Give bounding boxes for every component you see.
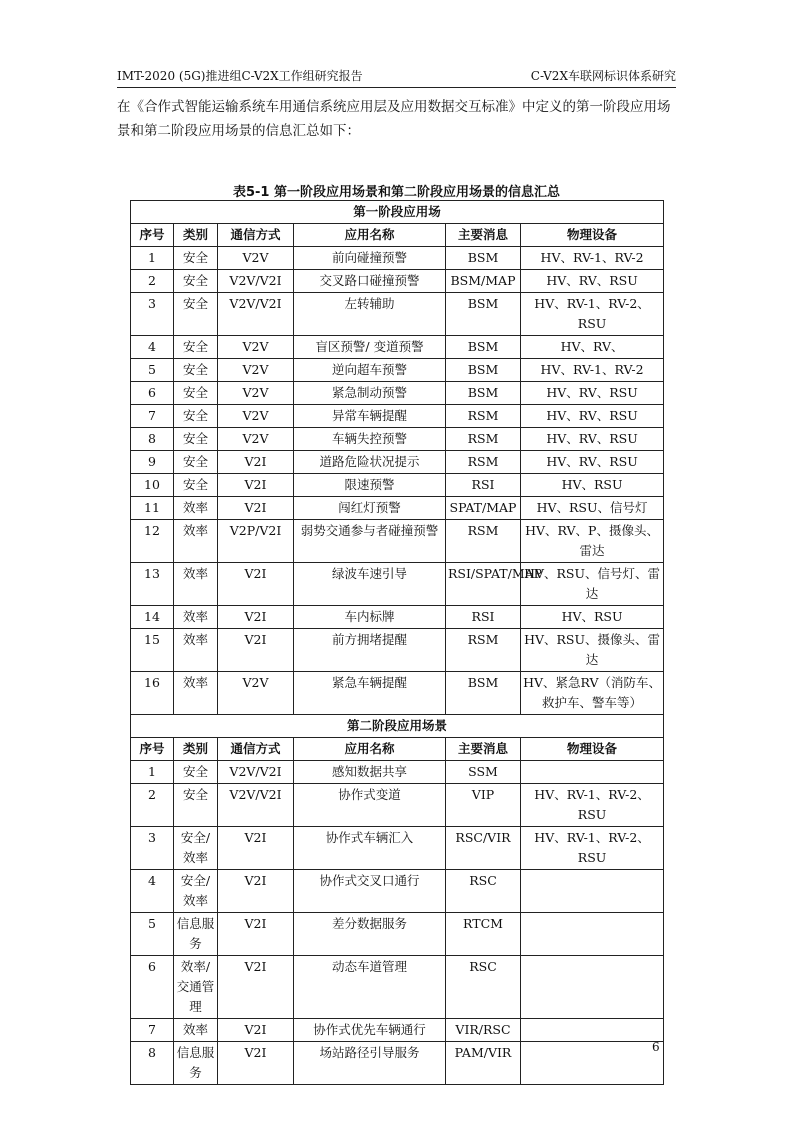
table-cell: V2V <box>218 247 294 270</box>
table-row <box>131 563 664 606</box>
table-cell: 车辆失控预警 <box>294 428 446 451</box>
table-cell: SSM <box>446 761 521 784</box>
table-cell: 安全 <box>174 761 218 784</box>
table-cell: 安全 <box>174 247 218 270</box>
table-cell: HV、RV-1、RV-2 <box>521 359 664 382</box>
table-cell: 信息服务 <box>174 913 218 956</box>
table-cell: BSM <box>446 382 521 405</box>
table-cell: 盲区预警/ 变道预警 <box>294 336 446 359</box>
scenario-table <box>130 200 664 1085</box>
header-left-title: IMT-2020 (5G)推进组C-V2X工作组研究报告 <box>117 69 363 83</box>
table-cell: 15 <box>131 629 174 672</box>
table-cell: 弱势交通参与者碰撞预警 <box>294 520 446 563</box>
table-cell: 场站路径引导服务 <box>294 1042 446 1085</box>
table-cell: HV、RV、 <box>521 336 664 359</box>
stage1-section-title-row <box>131 201 664 224</box>
table-cell: 限速预警 <box>294 474 446 497</box>
column-header: 主要消息 <box>446 738 521 761</box>
table-cell: 绿波车速引导 <box>294 563 446 606</box>
table-cell: 6 <box>131 382 174 405</box>
table-row <box>131 428 664 451</box>
table-cell: HV、RSU、信号灯 <box>521 497 664 520</box>
table-row <box>131 827 664 870</box>
table-cell: 前向碰撞预警 <box>294 247 446 270</box>
table-row <box>131 629 664 672</box>
table-row <box>131 336 664 359</box>
table-cell: 3 <box>131 293 174 336</box>
table-cell: V2V/V2I <box>218 293 294 336</box>
table-cell: 安全 <box>174 451 218 474</box>
table-cell: V2I <box>218 451 294 474</box>
table-cell: 7 <box>131 1019 174 1042</box>
table-cell: BSM <box>446 359 521 382</box>
table-row <box>131 870 664 913</box>
table-cell: 逆向超车预警 <box>294 359 446 382</box>
table-row <box>131 1019 664 1042</box>
table-cell: V2V <box>218 336 294 359</box>
table-cell: 安全/效率 <box>174 827 218 870</box>
table-cell: 12 <box>131 520 174 563</box>
column-header: 序号 <box>131 738 174 761</box>
table-cell: V2I <box>218 913 294 956</box>
table-cell <box>521 913 664 956</box>
table-cell: 效率 <box>174 629 218 672</box>
table-cell: HV、RSU、信号灯、雷达 <box>521 563 664 606</box>
table-cell: HV、RV、RSU <box>521 382 664 405</box>
table-cell: HV、RV、RSU <box>521 428 664 451</box>
table-cell: RSM <box>446 451 521 474</box>
table-cell: 安全 <box>174 474 218 497</box>
table-cell: HV、RSU、摄像头、雷达 <box>521 629 664 672</box>
table-cell: 协作式变道 <box>294 784 446 827</box>
table-cell: 安全 <box>174 405 218 428</box>
table-cell: RSC/VIR <box>446 827 521 870</box>
table-cell: HV、RV-1、RV-2、RSU <box>521 784 664 827</box>
table-cell: 紧急制动预警 <box>294 382 446 405</box>
table-cell: V2V/V2I <box>218 761 294 784</box>
table-row <box>131 1042 664 1085</box>
table-cell: 协作式优先车辆通行 <box>294 1019 446 1042</box>
table-cell: HV、RSU <box>521 474 664 497</box>
table-cell: 效率 <box>174 606 218 629</box>
table-cell: RSC <box>446 870 521 913</box>
table-row <box>131 606 664 629</box>
table-cell: 异常车辆提醒 <box>294 405 446 428</box>
table-cell: 左转辅助 <box>294 293 446 336</box>
table-cell: 16 <box>131 672 174 715</box>
stage1-header-row <box>131 224 664 247</box>
table-row <box>131 405 664 428</box>
column-header: 应用名称 <box>294 224 446 247</box>
table-cell: 3 <box>131 827 174 870</box>
table-cell: HV、RSU <box>521 606 664 629</box>
column-header: 主要消息 <box>446 224 521 247</box>
table-cell: 效率 <box>174 672 218 715</box>
table-row <box>131 956 664 1019</box>
table-cell: RSI/SPAT/MAP <box>446 563 521 606</box>
table-cell: V2V <box>218 428 294 451</box>
table-cell: 效率 <box>174 563 218 606</box>
table-cell: 差分数据服务 <box>294 913 446 956</box>
column-header: 类别 <box>174 224 218 247</box>
table-cell: HV、RV、P、摄像头、雷达 <box>521 520 664 563</box>
table-cell: 13 <box>131 563 174 606</box>
table-cell: VIR/RSC <box>446 1019 521 1042</box>
table-cell: BSM <box>446 336 521 359</box>
table-cell: 交叉路口碰撞预警 <box>294 270 446 293</box>
table-cell: 动态车道管理 <box>294 956 446 1019</box>
table-cell: 闯红灯预警 <box>294 497 446 520</box>
column-header: 序号 <box>131 224 174 247</box>
table-cell: V2V <box>218 359 294 382</box>
table-cell: V2V <box>218 405 294 428</box>
table-cell: V2V <box>218 382 294 405</box>
table-cell: 1 <box>131 247 174 270</box>
table-cell: BSM/MAP <box>446 270 521 293</box>
table-cell: RSM <box>446 520 521 563</box>
table-cell: 7 <box>131 405 174 428</box>
table-cell: HV、RV、RSU <box>521 451 664 474</box>
page-header <box>117 68 676 88</box>
stage1-section-title: 第一阶段应用场 <box>131 201 664 224</box>
table-cell: SPAT/MAP <box>446 497 521 520</box>
table-cell: 紧急车辆提醒 <box>294 672 446 715</box>
table-cell: V2I <box>218 474 294 497</box>
table-cell: 4 <box>131 870 174 913</box>
table-cell: 11 <box>131 497 174 520</box>
table-cell: HV、RV、RSU <box>521 270 664 293</box>
table-cell: 协作式车辆汇入 <box>294 827 446 870</box>
table-cell: V2V <box>218 672 294 715</box>
table-cell <box>521 1042 664 1085</box>
table-cell: RSC <box>446 956 521 1019</box>
table-row <box>131 520 664 563</box>
table-cell: 2 <box>131 270 174 293</box>
table-cell: 8 <box>131 428 174 451</box>
table-cell: 前方拥堵提醒 <box>294 629 446 672</box>
table-cell: V2P/V2I <box>218 520 294 563</box>
column-header: 物理设备 <box>521 224 664 247</box>
table-cell: BSM <box>446 293 521 336</box>
table-cell: RSM <box>446 405 521 428</box>
page-number: 6 <box>652 1040 660 1054</box>
table-cell: RSI <box>446 606 521 629</box>
table-cell: V2V/V2I <box>218 784 294 827</box>
column-header: 通信方式 <box>218 224 294 247</box>
table-cell: RSM <box>446 629 521 672</box>
table-cell: HV、RV、RSU <box>521 405 664 428</box>
table-cell: HV、RV-1、RV-2 <box>521 247 664 270</box>
header-right-title: C-V2X车联网标识体系研究 <box>530 69 676 83</box>
table-cell: 信息服务 <box>174 1042 218 1085</box>
table-cell: BSM <box>446 672 521 715</box>
intro-paragraph: 在《合作式智能运输系统车用通信系统应用层及应用数据交互标准》中定义的第一阶段应用场景和第二阶段应用场景的信息汇总如下： <box>117 99 671 139</box>
table-cell: HV、RV-1、RV-2、RSU <box>521 293 664 336</box>
table-row <box>131 359 664 382</box>
table-row <box>131 761 664 784</box>
table-cell: 6 <box>131 956 174 1019</box>
table-row <box>131 293 664 336</box>
table-cell <box>521 956 664 1019</box>
table-cell: VIP <box>446 784 521 827</box>
table-cell: 5 <box>131 359 174 382</box>
table-cell: RSI <box>446 474 521 497</box>
column-header: 通信方式 <box>218 738 294 761</box>
table-cell: V2I <box>218 1019 294 1042</box>
table-cell: 安全 <box>174 359 218 382</box>
table-cell: V2I <box>218 497 294 520</box>
stage2-section-title: 第二阶段应用场景 <box>131 715 664 738</box>
table-cell: 2 <box>131 784 174 827</box>
table-cell: V2I <box>218 563 294 606</box>
table-cell: 9 <box>131 451 174 474</box>
table-row <box>131 497 664 520</box>
table-cell: RTCM <box>446 913 521 956</box>
table-row <box>131 270 664 293</box>
table-row <box>131 451 664 474</box>
table-row <box>131 247 664 270</box>
table-cell: 感知数据共享 <box>294 761 446 784</box>
column-header: 应用名称 <box>294 738 446 761</box>
table-cell: 安全 <box>174 270 218 293</box>
table-cell: V2I <box>218 606 294 629</box>
table-row <box>131 382 664 405</box>
stage2-header-row <box>131 738 664 761</box>
table-cell: RSM <box>446 428 521 451</box>
column-header: 类别 <box>174 738 218 761</box>
table-cell: 效率/交通管理 <box>174 956 218 1019</box>
table-cell: BSM <box>446 247 521 270</box>
table-cell: 4 <box>131 336 174 359</box>
column-header: 物理设备 <box>521 738 664 761</box>
table-cell: 效率 <box>174 497 218 520</box>
table-cell: HV、紧急RV（消防车、救护车、警车等） <box>521 672 664 715</box>
table-row <box>131 784 664 827</box>
stage2-section-title-row <box>131 715 664 738</box>
table-cell: PAM/VIR <box>446 1042 521 1085</box>
table-cell: 安全 <box>174 293 218 336</box>
table-cell <box>521 761 664 784</box>
table-cell: 5 <box>131 913 174 956</box>
table-cell: 安全 <box>174 784 218 827</box>
table-cell: V2I <box>218 827 294 870</box>
table-cell: 8 <box>131 1042 174 1085</box>
table-cell: 协作式交叉口通行 <box>294 870 446 913</box>
table-cell: V2I <box>218 956 294 1019</box>
table-row <box>131 913 664 956</box>
table-cell: 安全 <box>174 336 218 359</box>
table-cell: 安全/效率 <box>174 870 218 913</box>
table-cell: 安全 <box>174 382 218 405</box>
table-cell: HV、RV-1、RV-2、RSU <box>521 827 664 870</box>
table-caption: 表5-1 第一阶段应用场景和第二阶段应用场景的信息汇总 <box>232 185 560 200</box>
table-cell: 10 <box>131 474 174 497</box>
table-cell: 车内标牌 <box>294 606 446 629</box>
table-row <box>131 474 664 497</box>
table-cell <box>521 870 664 913</box>
table-cell: V2I <box>218 629 294 672</box>
table-cell: V2I <box>218 870 294 913</box>
table-cell: 效率 <box>174 520 218 563</box>
table-cell: V2I <box>218 1042 294 1085</box>
table-row <box>131 672 664 715</box>
table-cell: V2V/V2I <box>218 270 294 293</box>
table-cell: 安全 <box>174 428 218 451</box>
table-cell: 1 <box>131 761 174 784</box>
table-cell <box>521 1019 664 1042</box>
table-cell: 道路危险状况提示 <box>294 451 446 474</box>
table-cell: 14 <box>131 606 174 629</box>
table-cell: 效率 <box>174 1019 218 1042</box>
